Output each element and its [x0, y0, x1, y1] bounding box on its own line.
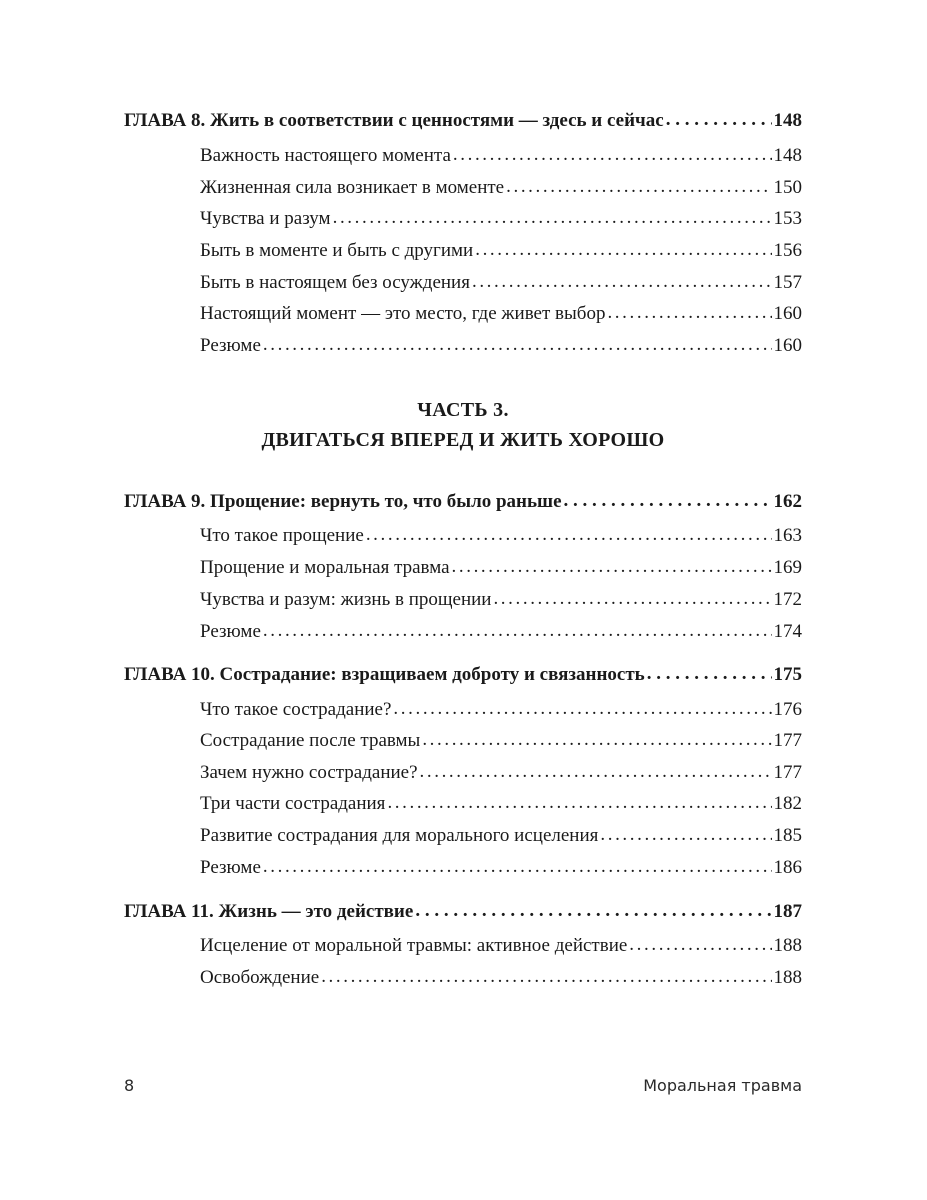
toc-item[interactable] — [124, 855, 802, 881]
dot-leader — [393, 696, 771, 722]
dot-leader — [452, 554, 772, 580]
item-title: Резюме — [200, 857, 261, 878]
item-page: 177 — [773, 762, 802, 783]
dot-leader — [415, 898, 771, 924]
item-page: 157 — [773, 272, 802, 293]
part-heading-line-1: ЧАСТЬ 3. — [417, 399, 509, 421]
dot-leader — [666, 107, 772, 133]
dot-leader — [600, 822, 771, 848]
item-title: Быть в настоящем без осуждения — [200, 272, 470, 293]
item-title: Прощение и моральная травма — [200, 557, 450, 578]
chapter-title: ГЛАВА 8. Жить в соответствии с ценностями — здесь и сейчас — [124, 110, 664, 131]
page-number: 8 — [124, 1076, 135, 1095]
chapter-title: ГЛАВА 9. Прощение: вернуть то, что было раньше — [124, 491, 562, 512]
dot-leader — [420, 759, 772, 785]
toc-item[interactable] — [124, 238, 802, 264]
item-page: 182 — [773, 793, 802, 814]
dot-leader — [607, 300, 771, 326]
item-page: 172 — [773, 589, 802, 610]
item-title: Сострадание после травмы — [200, 730, 421, 751]
toc-item[interactable] — [124, 728, 802, 754]
toc-item[interactable] — [124, 523, 802, 549]
item-page: 160 — [773, 303, 802, 324]
item-page: 177 — [773, 730, 802, 751]
toc-item[interactable] — [124, 791, 802, 817]
item-title: Развитие сострадания для морального исцеления — [200, 825, 599, 846]
dot-leader — [493, 586, 771, 612]
item-page: 176 — [773, 699, 802, 720]
item-page: 186 — [773, 857, 802, 878]
toc-chapter-10[interactable] — [124, 662, 802, 688]
toc-item[interactable] — [124, 270, 802, 296]
item-title: Настоящий момент — это место, где живет выбор — [200, 303, 606, 324]
dot-leader — [475, 237, 771, 263]
item-page: 148 — [773, 145, 802, 166]
toc-item[interactable] — [124, 823, 802, 849]
toc-item[interactable] — [124, 333, 802, 359]
dot-leader — [629, 932, 771, 958]
dot-leader — [564, 488, 772, 514]
dot-leader — [263, 854, 772, 880]
item-title: Быть в моменте и быть с другими — [200, 240, 474, 261]
chapter-page: 175 — [773, 664, 802, 685]
dot-leader — [321, 964, 771, 990]
chapter-page: 148 — [773, 110, 802, 131]
item-title: Резюме — [200, 335, 261, 356]
item-title: Исцеление от моральной травмы: активное действие — [200, 935, 628, 956]
toc-item[interactable] — [124, 619, 802, 645]
toc-item[interactable] — [124, 175, 802, 201]
chapter-page: 187 — [773, 901, 802, 922]
item-title: Что такое сострадание? — [200, 699, 392, 720]
item-page: 150 — [773, 177, 802, 198]
toc-item[interactable] — [124, 206, 802, 232]
toc-chapter-11[interactable] — [124, 899, 802, 925]
dot-leader — [472, 269, 772, 295]
toc-item[interactable] — [124, 697, 802, 723]
dot-leader — [366, 522, 772, 548]
dot-leader — [387, 790, 771, 816]
item-page: 160 — [773, 335, 802, 356]
toc-item[interactable] — [124, 301, 802, 327]
dot-leader — [453, 142, 772, 168]
part-heading-line-2: ДВИГАТЬСЯ ВПЕРЕД И ЖИТЬ ХОРОШО — [261, 429, 665, 451]
item-title: Три части сострадания — [200, 793, 386, 814]
toc-item[interactable] — [124, 760, 802, 786]
toc-item[interactable] — [124, 933, 802, 959]
item-title: Зачем нужно сострадание? — [200, 762, 418, 783]
item-title: Резюме — [200, 621, 261, 642]
item-title: Чувства и разум — [200, 208, 331, 229]
dot-leader — [506, 174, 771, 200]
chapter-title: ГЛАВА 10. Сострадание: взращиваем доброту и связанность — [124, 664, 645, 685]
running-title: Моральная травма — [643, 1076, 802, 1095]
item-page: 185 — [773, 825, 802, 846]
toc-item[interactable] — [124, 555, 802, 581]
chapter-title: ГЛАВА 11. Жизнь — это действие — [124, 901, 414, 922]
item-page: 174 — [773, 621, 802, 642]
toc-item[interactable] — [124, 965, 802, 991]
dot-leader — [647, 661, 772, 687]
dot-leader — [422, 727, 771, 753]
chapter-page: 162 — [773, 491, 802, 512]
toc-item[interactable] — [124, 143, 802, 169]
dot-leader — [263, 332, 772, 358]
item-title: Освобождение — [200, 967, 320, 988]
item-title: Чувства и разум: жизнь в прощении — [200, 589, 492, 610]
toc-chapter-8[interactable] — [124, 108, 802, 134]
item-title: Важность настоящего момента — [200, 145, 451, 166]
item-page: 188 — [773, 935, 802, 956]
toc-page — [124, 0, 802, 1200]
page-footer — [124, 1076, 802, 1095]
dot-leader — [263, 618, 772, 644]
item-page: 188 — [773, 967, 802, 988]
toc-chapter-9[interactable] — [124, 489, 802, 515]
item-page: 156 — [773, 240, 802, 261]
dot-leader — [333, 205, 772, 231]
item-page: 163 — [773, 525, 802, 546]
item-title: Жизненная сила возникает в моменте — [200, 177, 505, 198]
item-title: Что такое прощение — [200, 525, 364, 546]
toc-item[interactable] — [124, 587, 802, 613]
item-page: 153 — [773, 208, 802, 229]
item-page: 169 — [773, 557, 802, 578]
